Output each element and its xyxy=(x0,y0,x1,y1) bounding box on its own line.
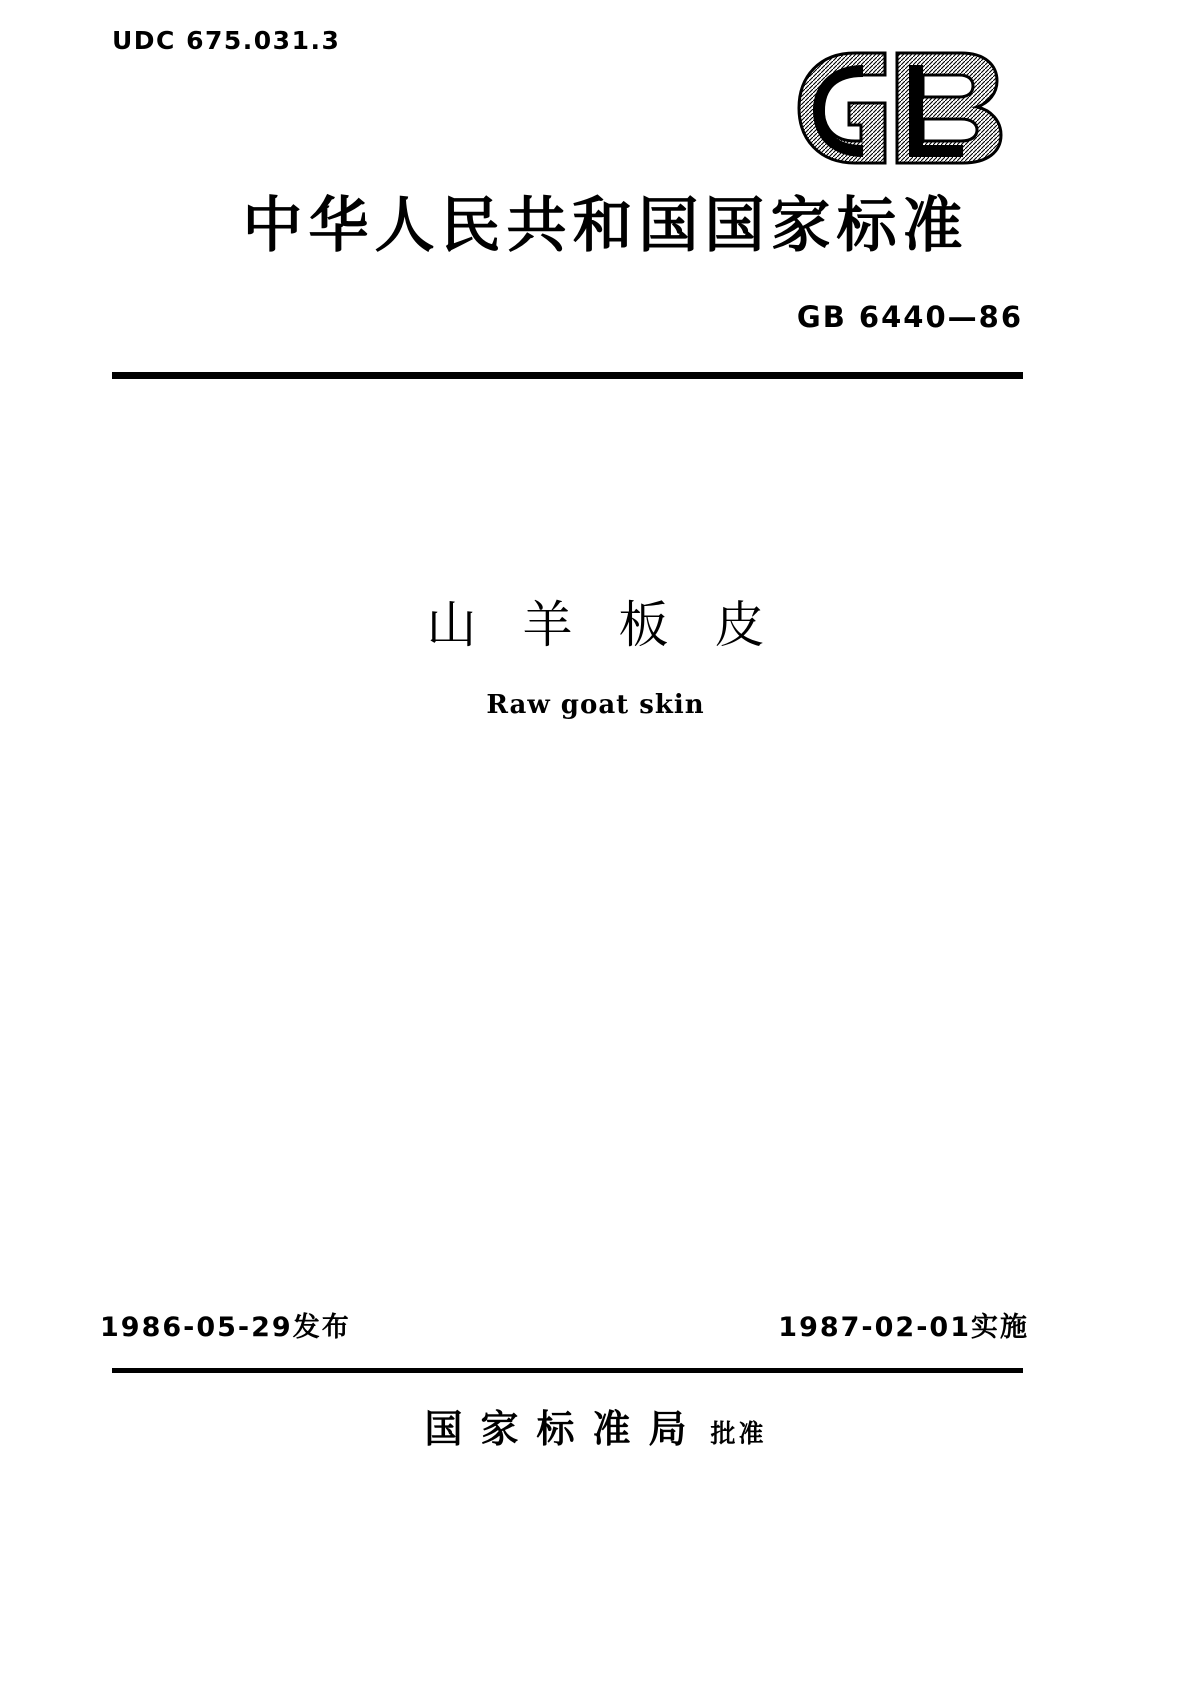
national-standard-heading: 中华人民共和国国家标准 xyxy=(242,191,969,261)
gb-emblem-logo xyxy=(793,45,1023,170)
issue-date: 1986-05-29发布 xyxy=(100,1312,351,1343)
standard-number: GB 6440—86 xyxy=(796,300,1023,334)
implementation-date: 1987-02-01实施 xyxy=(778,1312,1029,1343)
footer-divider-rule xyxy=(112,1368,1023,1373)
header-divider-rule xyxy=(112,372,1023,379)
approval-label: 批准 xyxy=(710,1419,767,1448)
document-title-english: Raw goat skin xyxy=(486,690,705,720)
document-title-chinese: 山羊板皮 xyxy=(426,596,811,654)
udc-classification-number: UDC 675.031.3 xyxy=(112,26,341,55)
publisher-block xyxy=(0,1398,1191,1453)
publisher-name: 国家标准局 xyxy=(424,1407,705,1451)
